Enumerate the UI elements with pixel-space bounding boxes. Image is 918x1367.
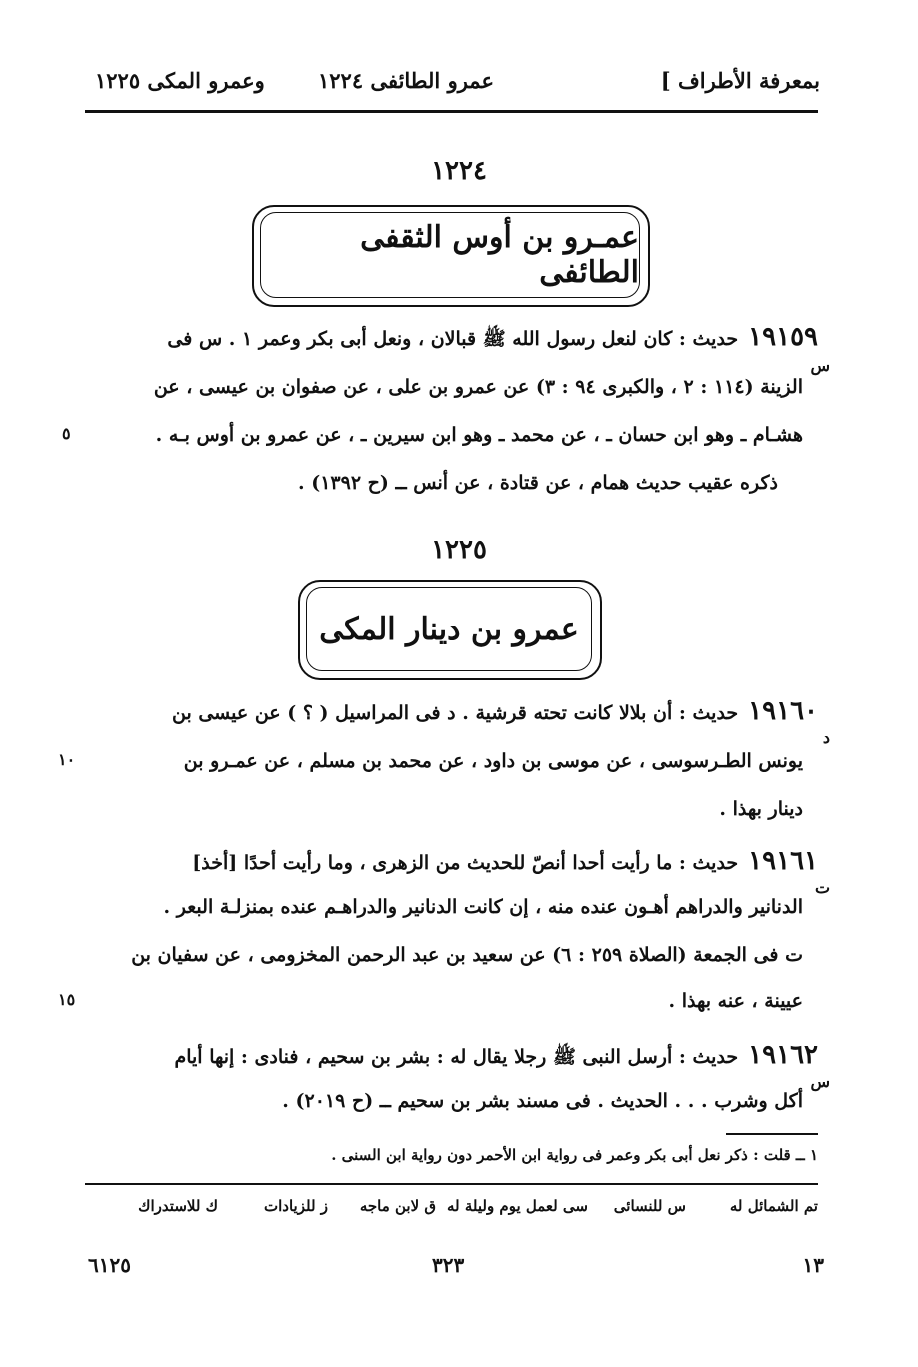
hadith-line: ذكره عقيب حديث همام ، عن قتادة ، عن أنس ــ (ح ١٣٩٢) . [297,472,778,494]
hadith-line: ١٩١٦٢حديث : أرسل النبى ﷺ رجلا يقال له : بشر بن سحيم ، فنادى : إنها أيام [174,1040,818,1070]
line-number: ٥ [62,424,71,443]
hadith-line: ١٩١٥٩حديث : كان لنعل رسول الله ﷺ قبالان ، ونعل أبى بكر وعمر ١ . س فى [167,322,818,352]
header-rule [85,110,818,113]
footer-center-number: ٣٢٣ [432,1253,465,1277]
hadith-line: الزينة (١١٤ : ٢ ، والكبرى ٩٤ : ٣) عن عمرو بن على ، عن صفوان بن عيسى ، عن [153,376,803,398]
header-section-1224: عمرو الطائفى ١٢٢٤ [318,68,494,93]
narrator-marker: د [822,728,830,747]
footnote: ١ ــ قلت : ذكر نعل أبى بكر وعمر فى رواية ابن الأحمر دون رواية ابن السنى . [331,1146,818,1164]
hadith-line: ت فى الجمعة (الصلاة ٢٥٩ : ٦) عن سعيد بن عبد الرحمن المخزومى ، عن سفيان بن [131,944,803,966]
abbreviation-item: ك للاستدراك [138,1197,218,1215]
abbreviation-item: سى لعمل يوم وليلة له [447,1197,588,1215]
section-number: ١٢٢٤ [431,156,487,186]
header-section-1225: وعمرو المكى ١٢٢٥ [95,68,265,93]
abbreviation-item: س للنسائى [613,1197,686,1215]
section-title: عمـرو بن أوس الثقفى الطائفى [360,220,639,290]
abbreviation-item: تم الشمائل له [729,1197,818,1215]
hadith-line: أكل وشرب . . . الحديث . فى مسند بشر بن سحيم ــ (ح ٢٠١٩) . [282,1090,803,1112]
hadith-number: ١٩١٦٠ [748,696,818,726]
hadith-line: ١٩١٦١حديث : ما رأيت أحدا أنصّ للحديث من الزهرى ، وما رأيت أحدًا [أخذ] [192,846,818,876]
line-number: ١٥ [58,990,76,1009]
hadith-line: الدنانير والدراهم أهـون عنده منه ، إن كانت الدنانير والدراهـم عنده بمنزلـة البعر . [163,896,803,918]
hadith-line: هشـام ـ وهو ابن حسان ـ ، عن محمد ـ وهو ابن سيرين ـ ، عن عمرو بن أوس بـه . [155,424,803,446]
section-title-box [260,212,640,298]
footer-page-number: ١٣ [802,1253,824,1277]
narrator-marker: س [810,356,830,375]
section-number: ١٢٢٥ [431,535,487,565]
abbreviations-rule [85,1183,818,1185]
hadith-number: ١٩١٦١ [748,846,818,876]
line-number: ١٠ [58,750,76,769]
hadith-number: ١٩١٦٢ [748,1040,818,1070]
narrator-marker: ت [814,878,830,897]
hadith-number: ١٩١٥٩ [748,322,818,352]
hadith-line: دينار بهذا . [719,798,803,820]
abbreviation-item: ز للزيادات [264,1197,328,1215]
hadith-line: عيينة ، عنه بهذا . [668,990,803,1012]
section-title: عمرو بن دينار المكى [319,611,579,647]
footnote-rule [726,1133,818,1135]
section-title-box [306,587,592,671]
abbreviation-item: ق لابن ماجه [359,1197,436,1215]
hadith-line: ١٩١٦٠حديث : أن بلالا كانت تحته قرشية . د فى المراسيل ( ؟ ) عن عيسى بن [171,696,818,726]
header-book-title: بمعرفة الأطراف ] [660,68,820,93]
footer-left-number: ٦١٢٥ [88,1253,131,1277]
hadith-line: يونس الطـرسوسى ، عن موسى بن داود ، عن محمد بن مسلم ، عن عمـرو بن [183,750,803,772]
narrator-marker: س [810,1072,830,1091]
